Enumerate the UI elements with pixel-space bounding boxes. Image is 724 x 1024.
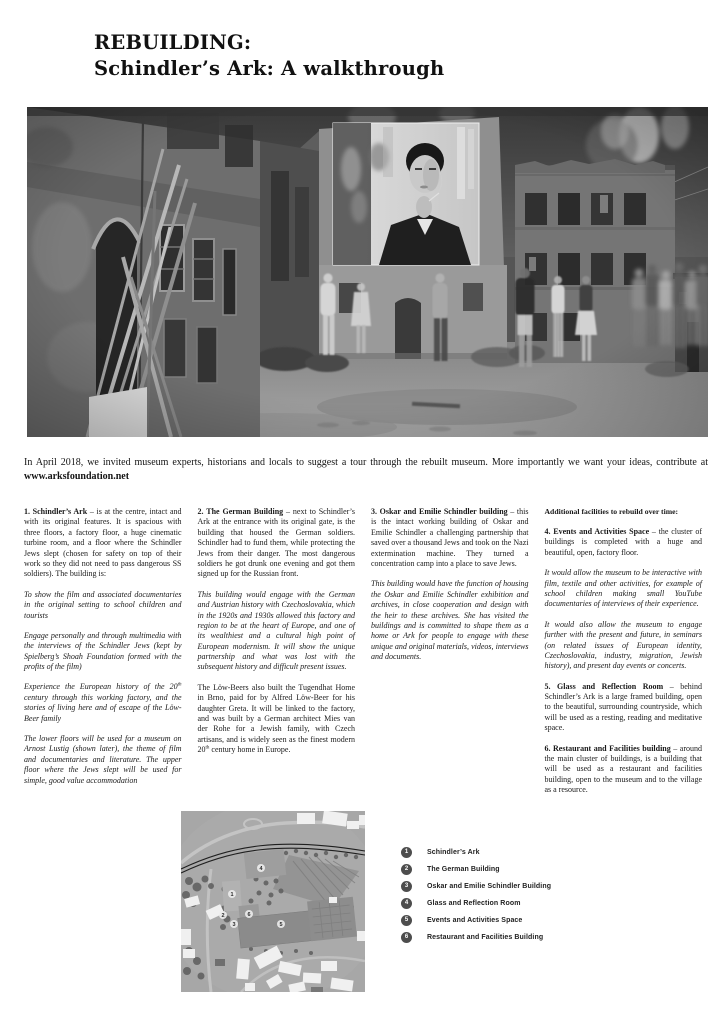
map-marker-5: 5 [279,922,283,928]
paragraph: To show the film and associated documentaries in the original setting to school children and tourists [24,589,182,620]
legend-number-badge: 1 [401,847,412,858]
paragraph: It would also allow the museum to engage further with the present and future, in seminars (on related issues of European identity, Czechoslovakia, industry, migration, Jewish history), and present day events or concerts. [544,619,702,671]
hero-photo-art [27,107,708,437]
foundation-url[interactable]: www.arksfoundation.net [24,470,130,482]
legend-number-badge: 4 [401,898,412,909]
legend-number-badge: 2 [401,864,412,875]
legend-label: Oskar and Emilie Schindler Building [427,883,552,890]
paragraph: Engage personally and through multimedia with the interviews of the Schindler Jews (kept by Spielberg’s Shoah Foundation formed with the profits of the film) [24,630,182,672]
map-marker-4: 4 [259,866,263,872]
site-map [181,811,365,992]
map-marker-6: 6 [247,912,251,918]
site-map-art [181,811,365,992]
paragraph: The lower floors will be used for a museum on Arnost Lustig (shown later), the theme of film and documentaries and literature. The upper floor where the Jews slept will be used for simple, good value accommodation [24,734,182,785]
legend-label: Glass and Reflection Room [427,900,521,907]
paragraph: It would allow the museum to be interactive with film, textile and other activities, for example of school children making small YouTube documentaries of interviews of their experience. [544,568,702,609]
legend-item-events-activities-space [401,915,551,926]
legend-number-badge: 5 [401,915,412,926]
title-line-2: Schindler’s Ark: A walkthrough [94,57,445,80]
column-4-additional-facilities [545,507,703,806]
paragraph: 2. The German Building – next to Schindler’s Ark at the entrance with its original gate, is the building that housed the German soldiers. Schindler had to fund them, while protecting the Jews from their danger. The most dangerous soldiers he got drunk one evening and got them signed up for the Russian front. [197,507,355,579]
legend-label: Restaurant and Facilities Building [427,934,544,941]
legend-label: Schindler’s Ark [427,849,480,856]
column-2-german-building [198,507,356,806]
paragraph: 4. Events and Activities Space – the cluster of buildings is completed with a huge and beautiful, open, factory floor. [544,527,703,557]
body-columns [24,507,702,806]
paragraph: 1. Schindler’s Ark – is at the centre, intact and with its original features. It is spacious with three floors, a factory floor, a huge cinematic turbine room, and a floor where the Schindler Jews slept (chosen for safety on top of their work so they did not need to pass dangerous SS soldiers). The building is: [24,507,182,579]
column-1-schindlers-ark [24,507,182,806]
legend-label: The German Building [427,866,500,873]
paragraph: Experience the European history of the 20th century through this working factory, and the stories of living here and of escape of the Löw-Beer family [24,682,182,723]
legend-item-glass-reflection-room [401,898,551,909]
map-marker-3: 3 [232,922,236,928]
paragraph: 6. Restaurant and Facilities building – around the main cluster of buildings, is a building that will be used as a restaurant and facilities building, open to the museum and to the village as a resource. [544,743,702,795]
column-3-oskar-emilie-building [371,507,529,806]
paragraph: 3. Oskar and Emilie Schindler building – this is the intact working building of Oskar and Emilie Schindler a challenging partnership that saved over a thousand Jews and took on the Nazi extermination machine. They turned a concentration camp into a place to save Jews. [371,507,529,568]
map-legend [401,847,551,949]
column-heading: Additional facilities to rebuild over time: [544,507,679,516]
paragraph: This building would have the function of housing the Oskar and Emilie Schindler exhibition and archives, in close cooperation and design with the heir to these archives. She has visited the buildings and is committed to shape them as a home or Ark for people to engage with these unique and original materials, videos, interviews and documents. [371,579,529,662]
intro-paragraph [24,456,708,483]
legend-item-oskar-emilie-building [401,881,551,892]
legend-number-badge: 3 [401,881,412,892]
legend-number-badge: 6 [401,932,412,943]
title-line-1: REBUILDING: [94,31,252,54]
paragraph: This building would engage with the German and Austrian history with Czechoslovakia, which in the 1920s and 1930s allowed this factory and region to be at the heart of Europe, and one of its wealthiest and a cultural high point of European modernism. It will show the unique partnership and what was lost with the subsequent history and difficult present issues. [197,589,355,672]
legend-item-restaurant-facilities [401,932,551,943]
legend-label: Events and Activities Space [427,917,523,924]
page-title [94,30,444,82]
paragraph: 5. Glass and Reflection Room – behind Schindler’s Ark is a large framed building, open to the beautiful, surrounding countryside, which will be used as a resting, reading and meditative space. [544,681,702,733]
hero-photo [27,107,708,437]
intro-text: In April 2018, we invited museum experts, historians and locals to suggest a tour through the rebuilt museum. More importantly we want your ideas, contribute at [24,457,708,468]
map-marker-1: 1 [230,892,234,898]
legend-item-schindlers-ark [401,847,551,858]
map-marker-2: 2 [221,913,225,919]
legend-item-german-building [401,864,551,875]
paragraph: The Löw-Beers also built the Tugendhat Home in Brno, paid for by Alfred Löw-Beer for his daughter Greta. It will be linked to the factory, and was built by a German architect Mies van der Rohe for a Jewish family, with Czech artisans, and is widely seen as the finest modern 20th century home in Europe. [197,682,355,755]
